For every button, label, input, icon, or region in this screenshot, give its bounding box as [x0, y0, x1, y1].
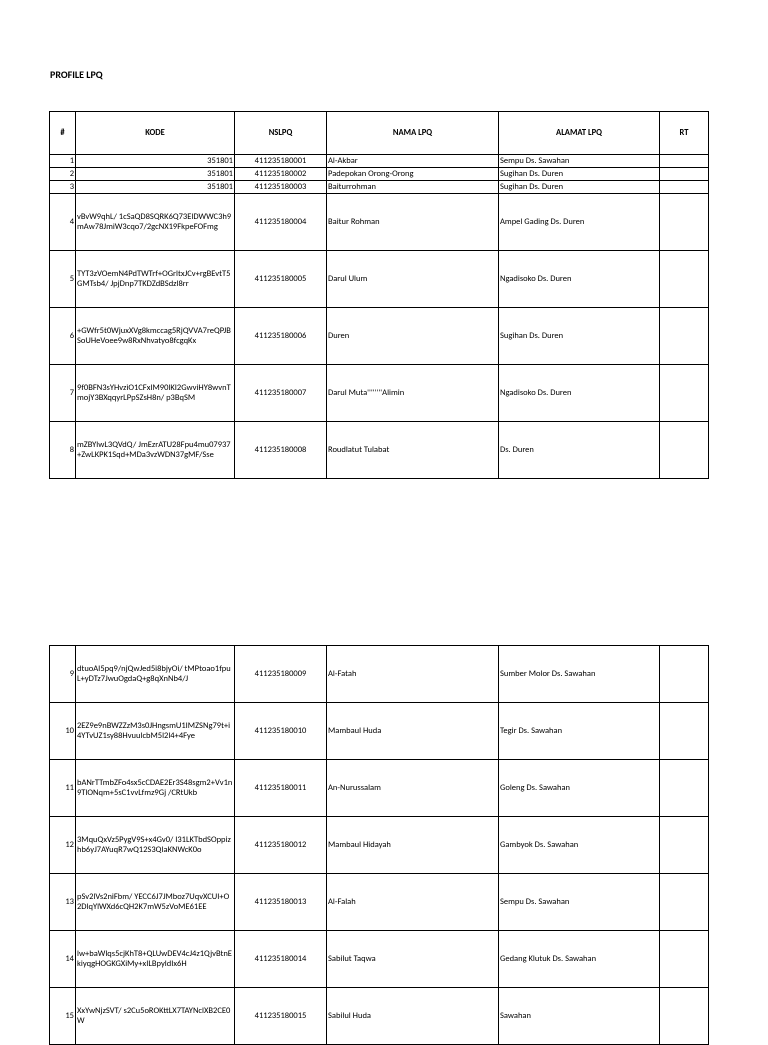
nama-lpq-cell: Sabilul Huda	[327, 988, 499, 1045]
nama-lpq-cell: Baiturrohman	[327, 181, 499, 194]
alamat-lpq-cell: Ampel Gading Ds. Duren	[499, 194, 660, 251]
rt-cell	[660, 874, 709, 931]
row-number-cell: 13	[50, 874, 76, 931]
alamat-lpq-cell: Sempu Ds. Sawahan	[499, 155, 660, 168]
kode-cell: bANrTTmbZFo4sx5cCDAE2Er3S48sgm2+Vv1n9TlONqm+5sC1vvLfmz9Gj /CRtUkb	[76, 760, 235, 817]
nama-lpq-cell: Darul Muta''''''''Alimin	[327, 365, 499, 422]
rt-cell	[660, 760, 709, 817]
nama-lpq-cell: Baitur Rohman	[327, 194, 499, 251]
kode-cell: pSv2lVs2niFbm/ YECC6J7JMboz7UqvXCUI+O2DlqYlWXd6cQH2K7mW5zVoME61EE	[76, 874, 235, 931]
row-number-cell: 3	[50, 181, 76, 194]
rt-cell	[660, 181, 709, 194]
nslpq-cell: 411235180006	[235, 308, 327, 365]
rt-cell	[660, 703, 709, 760]
alamat-lpq-cell: Ds. Duren	[499, 422, 660, 479]
alamat-lpq-cell: Sempu Ds. Sawahan	[499, 874, 660, 931]
alamat-lpq-cell: Sugihan Ds. Duren	[499, 181, 660, 194]
nslpq-cell: 411235180008	[235, 422, 327, 479]
table-row	[50, 181, 709, 194]
rt-cell	[660, 251, 709, 308]
kode-cell: 351801	[76, 168, 235, 181]
profile-table-page-1	[49, 111, 709, 479]
table-row	[50, 194, 709, 251]
nslpq-cell: 411235180015	[235, 988, 327, 1045]
kode-cell: 351801	[76, 181, 235, 194]
row-number-cell: 12	[50, 817, 76, 874]
row-number-cell: 7	[50, 365, 76, 422]
nama-lpq-cell: Al-Fatah	[327, 646, 499, 703]
kode-cell: TYT3zVOemN4PdTWTrf+OGrltxJCv+rgBEvtT5GMTsb4/ JpjDnp7TKDZdBSdzl8rr	[76, 251, 235, 308]
nama-lpq-cell: Padepokan Orong-Orong	[327, 168, 499, 181]
alamat-lpq-cell: Goleng Ds. Sawahan	[499, 760, 660, 817]
row-number-cell: 2	[50, 168, 76, 181]
rt-cell	[660, 646, 709, 703]
kode-cell: +GWfr5t0WjuxXVg8kmccag5RjQVVA7reQPJBSoUHeVoee9w8RxNhvatyo8fcgqKx	[76, 308, 235, 365]
nslpq-cell: 411235180005	[235, 251, 327, 308]
nslpq-cell: 411235180001	[235, 155, 327, 168]
alamat-lpq-cell: Gambyok Ds. Sawahan	[499, 817, 660, 874]
kode-cell: 2EZ9e9nBWZZzM3s0JHngsmU1IMZSNg79t+i4YTvUZ1sy88HvuulcbM5l2l4+4Fye	[76, 703, 235, 760]
nama-lpq-cell: Roudlatut Tulabat	[327, 422, 499, 479]
row-number-cell: 5	[50, 251, 76, 308]
header-nslpq: NSLPQ	[235, 112, 327, 155]
nama-lpq-cell: Sabilut Taqwa	[327, 931, 499, 988]
alamat-lpq-cell: Sumber Molor Ds. Sawahan	[499, 646, 660, 703]
table-row	[50, 646, 709, 703]
table-row	[50, 155, 709, 168]
row-number-cell: 15	[50, 988, 76, 1045]
page-title: PROFILE LPQ	[50, 68, 103, 81]
nama-lpq-cell: Darul Ulum	[327, 251, 499, 308]
table-row	[50, 251, 709, 308]
nama-lpq-cell: Mambaul Hidayah	[327, 817, 499, 874]
rt-cell	[660, 422, 709, 479]
table-row	[50, 422, 709, 479]
alamat-lpq-cell: Sugihan Ds. Duren	[499, 308, 660, 365]
nama-lpq-cell: An-Nurussalam	[327, 760, 499, 817]
table-row	[50, 308, 709, 365]
alamat-lpq-cell: Sugihan Ds. Duren	[499, 168, 660, 181]
nslpq-cell: 411235180011	[235, 760, 327, 817]
alamat-lpq-cell: Sawahan	[499, 988, 660, 1045]
nama-lpq-cell: Duren	[327, 308, 499, 365]
alamat-lpq-cell: Gedang Klutuk Ds. Sawahan	[499, 931, 660, 988]
nslpq-cell: 411235180007	[235, 365, 327, 422]
kode-cell: 3MquQxVz5PygV9S+x4Gv0/ I31LKTbdSOppizhb6yJ7AYuqR7wQ12S3QIaKNWcK0o	[76, 817, 235, 874]
table-row	[50, 817, 709, 874]
row-number-cell: 14	[50, 931, 76, 988]
rt-cell	[660, 931, 709, 988]
table-row	[50, 931, 709, 988]
kode-cell: vBvW9qhL/ 1cSaQD8SQRK6Q73ElDWWC3h9mAw78JmiW3cqo7/2gcNX19FkpeFOFmg	[76, 194, 235, 251]
row-number-cell: 10	[50, 703, 76, 760]
row-number-cell: 1	[50, 155, 76, 168]
nslpq-cell: 411235180012	[235, 817, 327, 874]
kode-cell: 9f0BFN3sYHvziO1CFxIM90lKI2GwviHY8wvnTmojY3BXqqyrLPpSZsH8n/ p3BqSM	[76, 365, 235, 422]
table-row	[50, 365, 709, 422]
header-no: #	[50, 112, 76, 155]
rt-cell	[660, 168, 709, 181]
header-kode: KODE	[76, 112, 235, 155]
table-row	[50, 874, 709, 931]
nama-lpq-cell: Al-Falah	[327, 874, 499, 931]
rt-cell	[660, 817, 709, 874]
row-number-cell: 11	[50, 760, 76, 817]
nslpq-cell: 411235180009	[235, 646, 327, 703]
kode-cell: XxYwNjzSVT/ s2Cu5oROKttLX7TAYNclXB2CE0W	[76, 988, 235, 1045]
alamat-lpq-cell: Tegir Ds. Sawahan	[499, 703, 660, 760]
row-number-cell: 8	[50, 422, 76, 479]
nslpq-cell: 411235180014	[235, 931, 327, 988]
nama-lpq-cell: Mambaul Huda	[327, 703, 499, 760]
rt-cell	[660, 365, 709, 422]
header-nama: NAMA LPQ	[327, 112, 499, 155]
kode-cell: lw+baWlqs5cjKhT8+QLUwDEV4cJ4z1QjvBtnEkiyqgHOGKGXiMy+xILBpyldIx6H	[76, 931, 235, 988]
nama-lpq-cell: Al-Akbar	[327, 155, 499, 168]
rt-cell	[660, 988, 709, 1045]
table-row	[50, 168, 709, 181]
rt-cell	[660, 308, 709, 365]
row-number-cell: 4	[50, 194, 76, 251]
nslpq-cell: 411235180003	[235, 181, 327, 194]
table-row	[50, 760, 709, 817]
kode-cell: mZBYlwL3QVdQ/ JmEzrATU28Fpu4mu07937+ZwLKPK1Sqd+MDa3vzWDN37gMF/Sse	[76, 422, 235, 479]
kode-cell: 351801	[76, 155, 235, 168]
row-number-cell: 6	[50, 308, 76, 365]
nslpq-cell: 411235180004	[235, 194, 327, 251]
nslpq-cell: 411235180013	[235, 874, 327, 931]
table-row	[50, 703, 709, 760]
alamat-lpq-cell: Ngadisoko Ds. Duren	[499, 365, 660, 422]
nslpq-cell: 411235180010	[235, 703, 327, 760]
rt-cell	[660, 194, 709, 251]
rt-cell	[660, 155, 709, 168]
kode-cell: dtuoAI5pq9/njQwJed5i8bjyOi/ tMPtoao1fpuL+yDTz7JwuOgdaQ+g8qXnNb4/J	[76, 646, 235, 703]
header-rt: RT	[660, 112, 709, 155]
profile-table-page-2	[49, 645, 709, 1045]
table-row	[50, 988, 709, 1045]
row-number-cell: 9	[50, 646, 76, 703]
alamat-lpq-cell: Ngadisoko Ds. Duren	[499, 251, 660, 308]
nslpq-cell: 411235180002	[235, 168, 327, 181]
header-alamat: ALAMAT LPQ	[499, 112, 660, 155]
table-header-row	[50, 112, 709, 155]
